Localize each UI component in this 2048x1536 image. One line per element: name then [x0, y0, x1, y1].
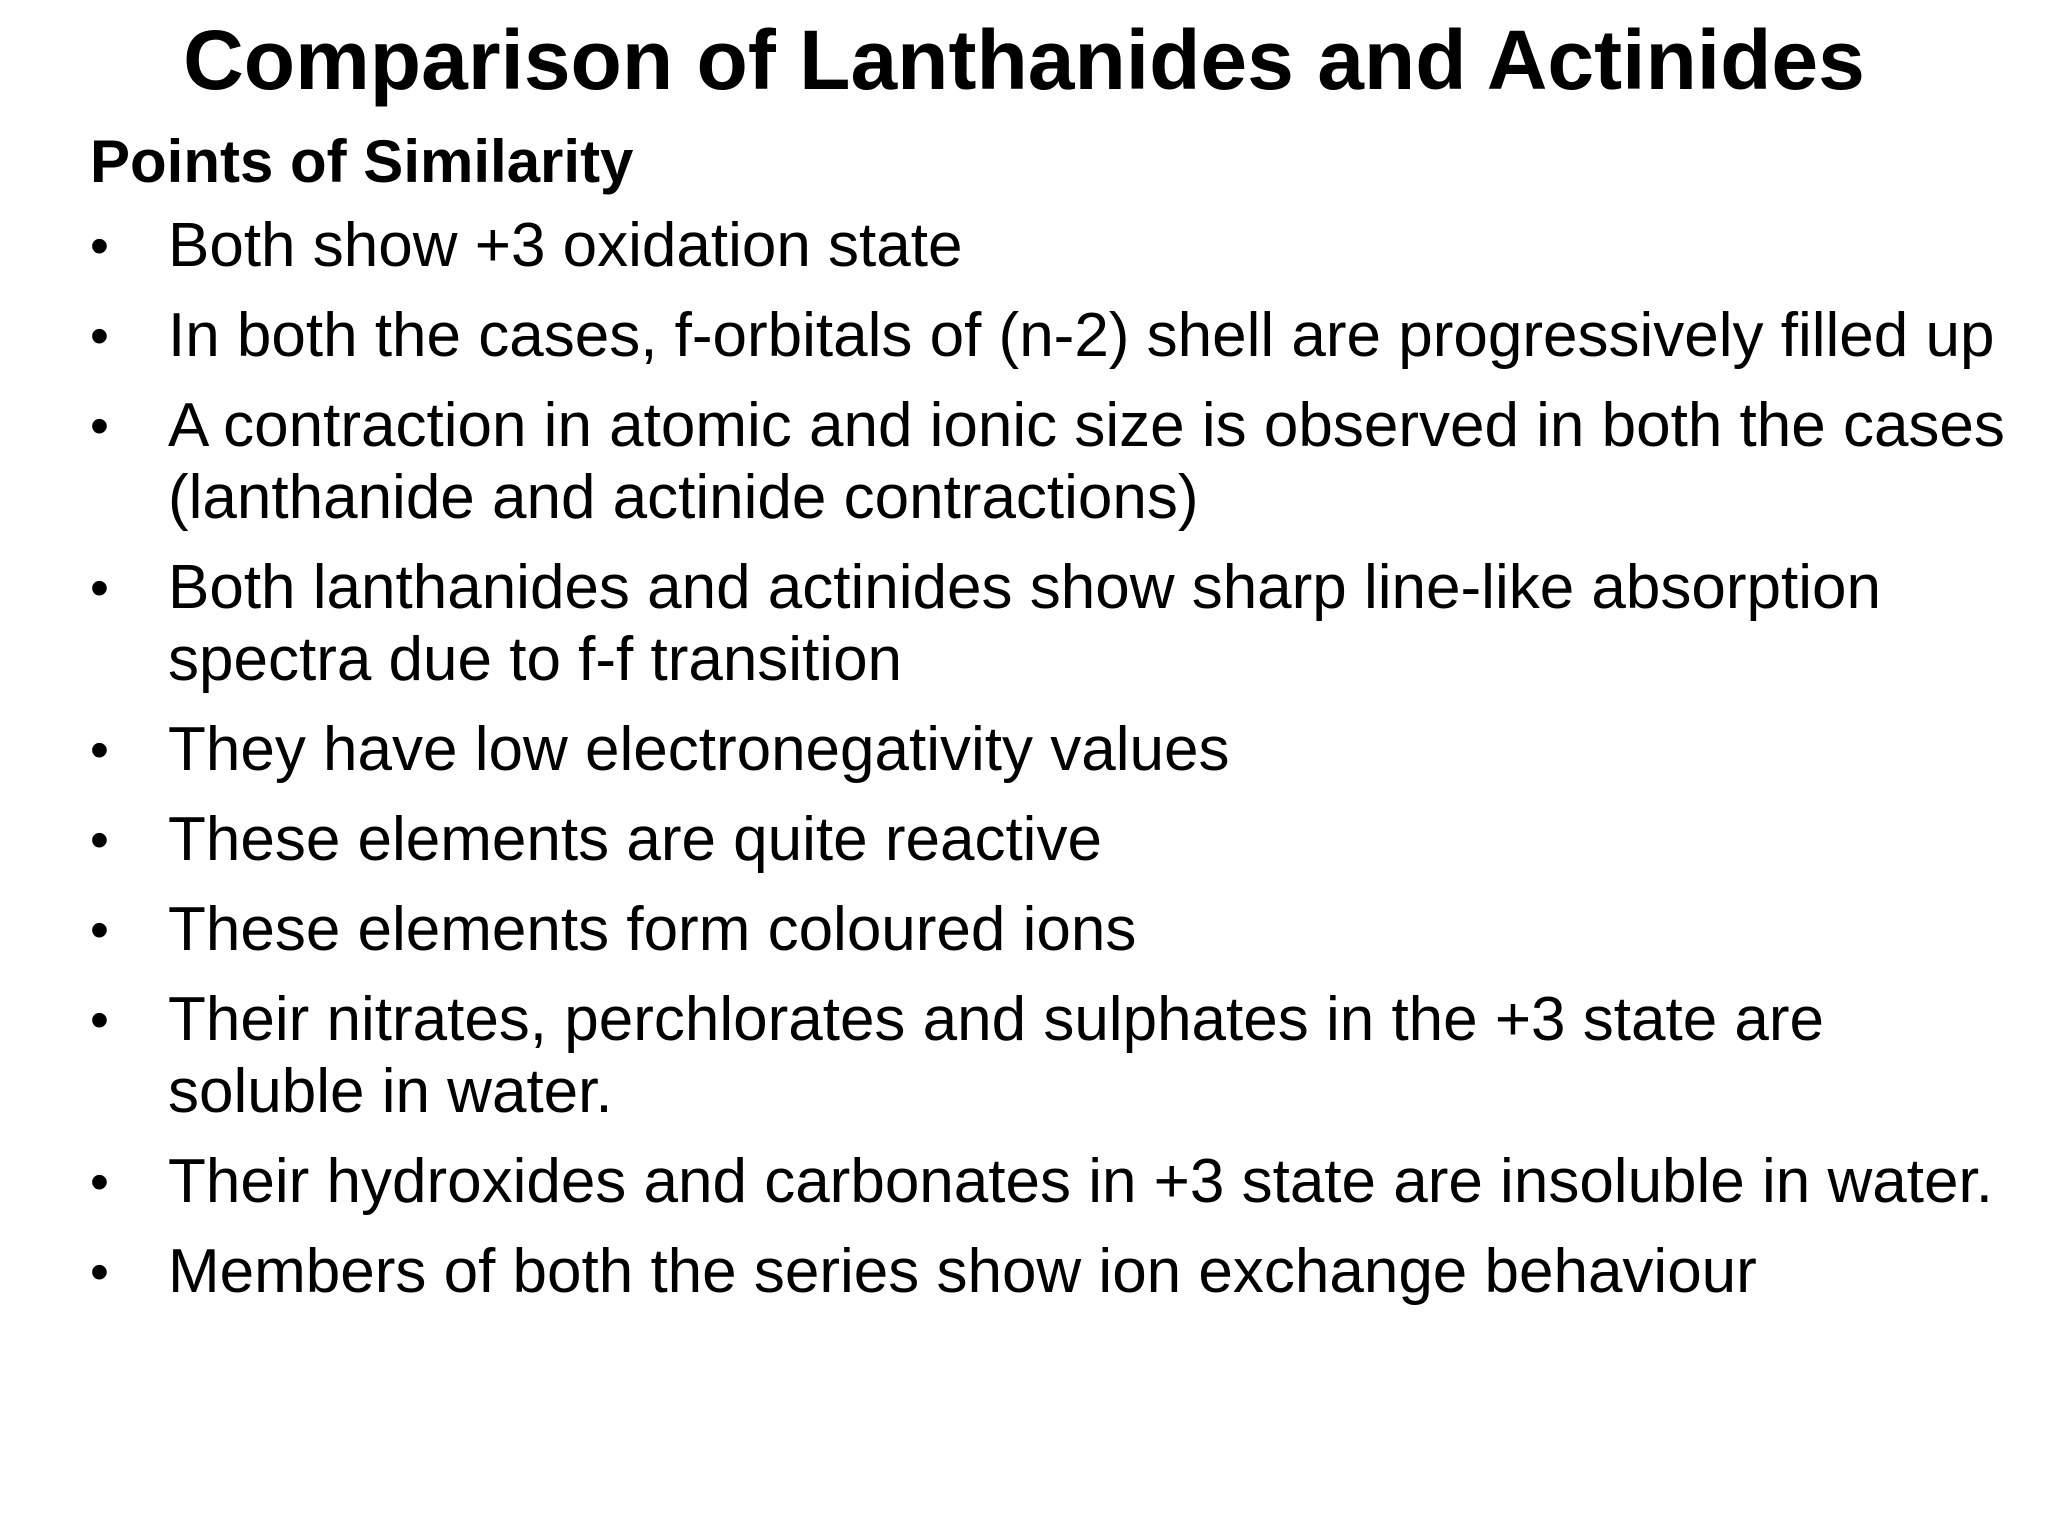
bullet-item	[90, 1236, 2010, 1308]
slide-title: Comparison of Lanthanides and Actinides	[183, 13, 1865, 107]
bullet-text: These elements are quite reactive	[168, 805, 1102, 874]
bullet-item	[90, 210, 2010, 282]
bullet-item	[90, 1146, 2010, 1218]
bullet-item	[90, 894, 2010, 966]
bullet-icon: •	[90, 1242, 109, 1302]
bullet-list	[90, 210, 2010, 1326]
bullet-icon: •	[90, 810, 109, 870]
bullet-item	[90, 804, 2010, 876]
bullet-text: They have low electronegativity values	[168, 715, 1230, 784]
bullet-icon: •	[90, 990, 109, 1050]
bullet-icon: •	[90, 900, 109, 960]
bullet-text: In both the cases, f-orbitals of (n-2) shell are progressively filled up	[168, 301, 1995, 370]
bullet-icon: •	[90, 216, 109, 276]
bullet-item	[90, 714, 2010, 786]
bullet-text: Their hydroxides and carbonates in +3 state are insoluble in water.	[168, 1147, 1993, 1216]
bullet-text: A contraction in atomic and ionic size is observed in both the cases (lanthanide and actinide contractions)	[168, 391, 2005, 532]
bullet-item	[90, 300, 2010, 372]
bullet-icon: •	[90, 1152, 109, 1212]
bullet-text: Their nitrates, perchlorates and sulphates in the +3 state are soluble in water.	[168, 985, 1825, 1126]
bullet-item	[90, 552, 2010, 696]
bullet-text: Members of both the series show ion exchange behaviour	[168, 1237, 1757, 1306]
bullet-item	[90, 390, 2010, 534]
bullet-icon: •	[90, 558, 109, 618]
bullet-icon: •	[90, 306, 109, 366]
bullet-item	[90, 984, 2010, 1128]
bullet-icon: •	[90, 396, 109, 456]
bullet-text: Both lanthanides and actinides show sharp line-like absorption spectra due to f-f transition	[168, 553, 1881, 694]
bullet-text: Both show +3 oxidation state	[168, 211, 963, 280]
section-heading: Points of Similarity	[90, 128, 634, 195]
bullet-text: These elements form coloured ions	[168, 895, 1137, 964]
bullet-icon: •	[90, 720, 109, 780]
